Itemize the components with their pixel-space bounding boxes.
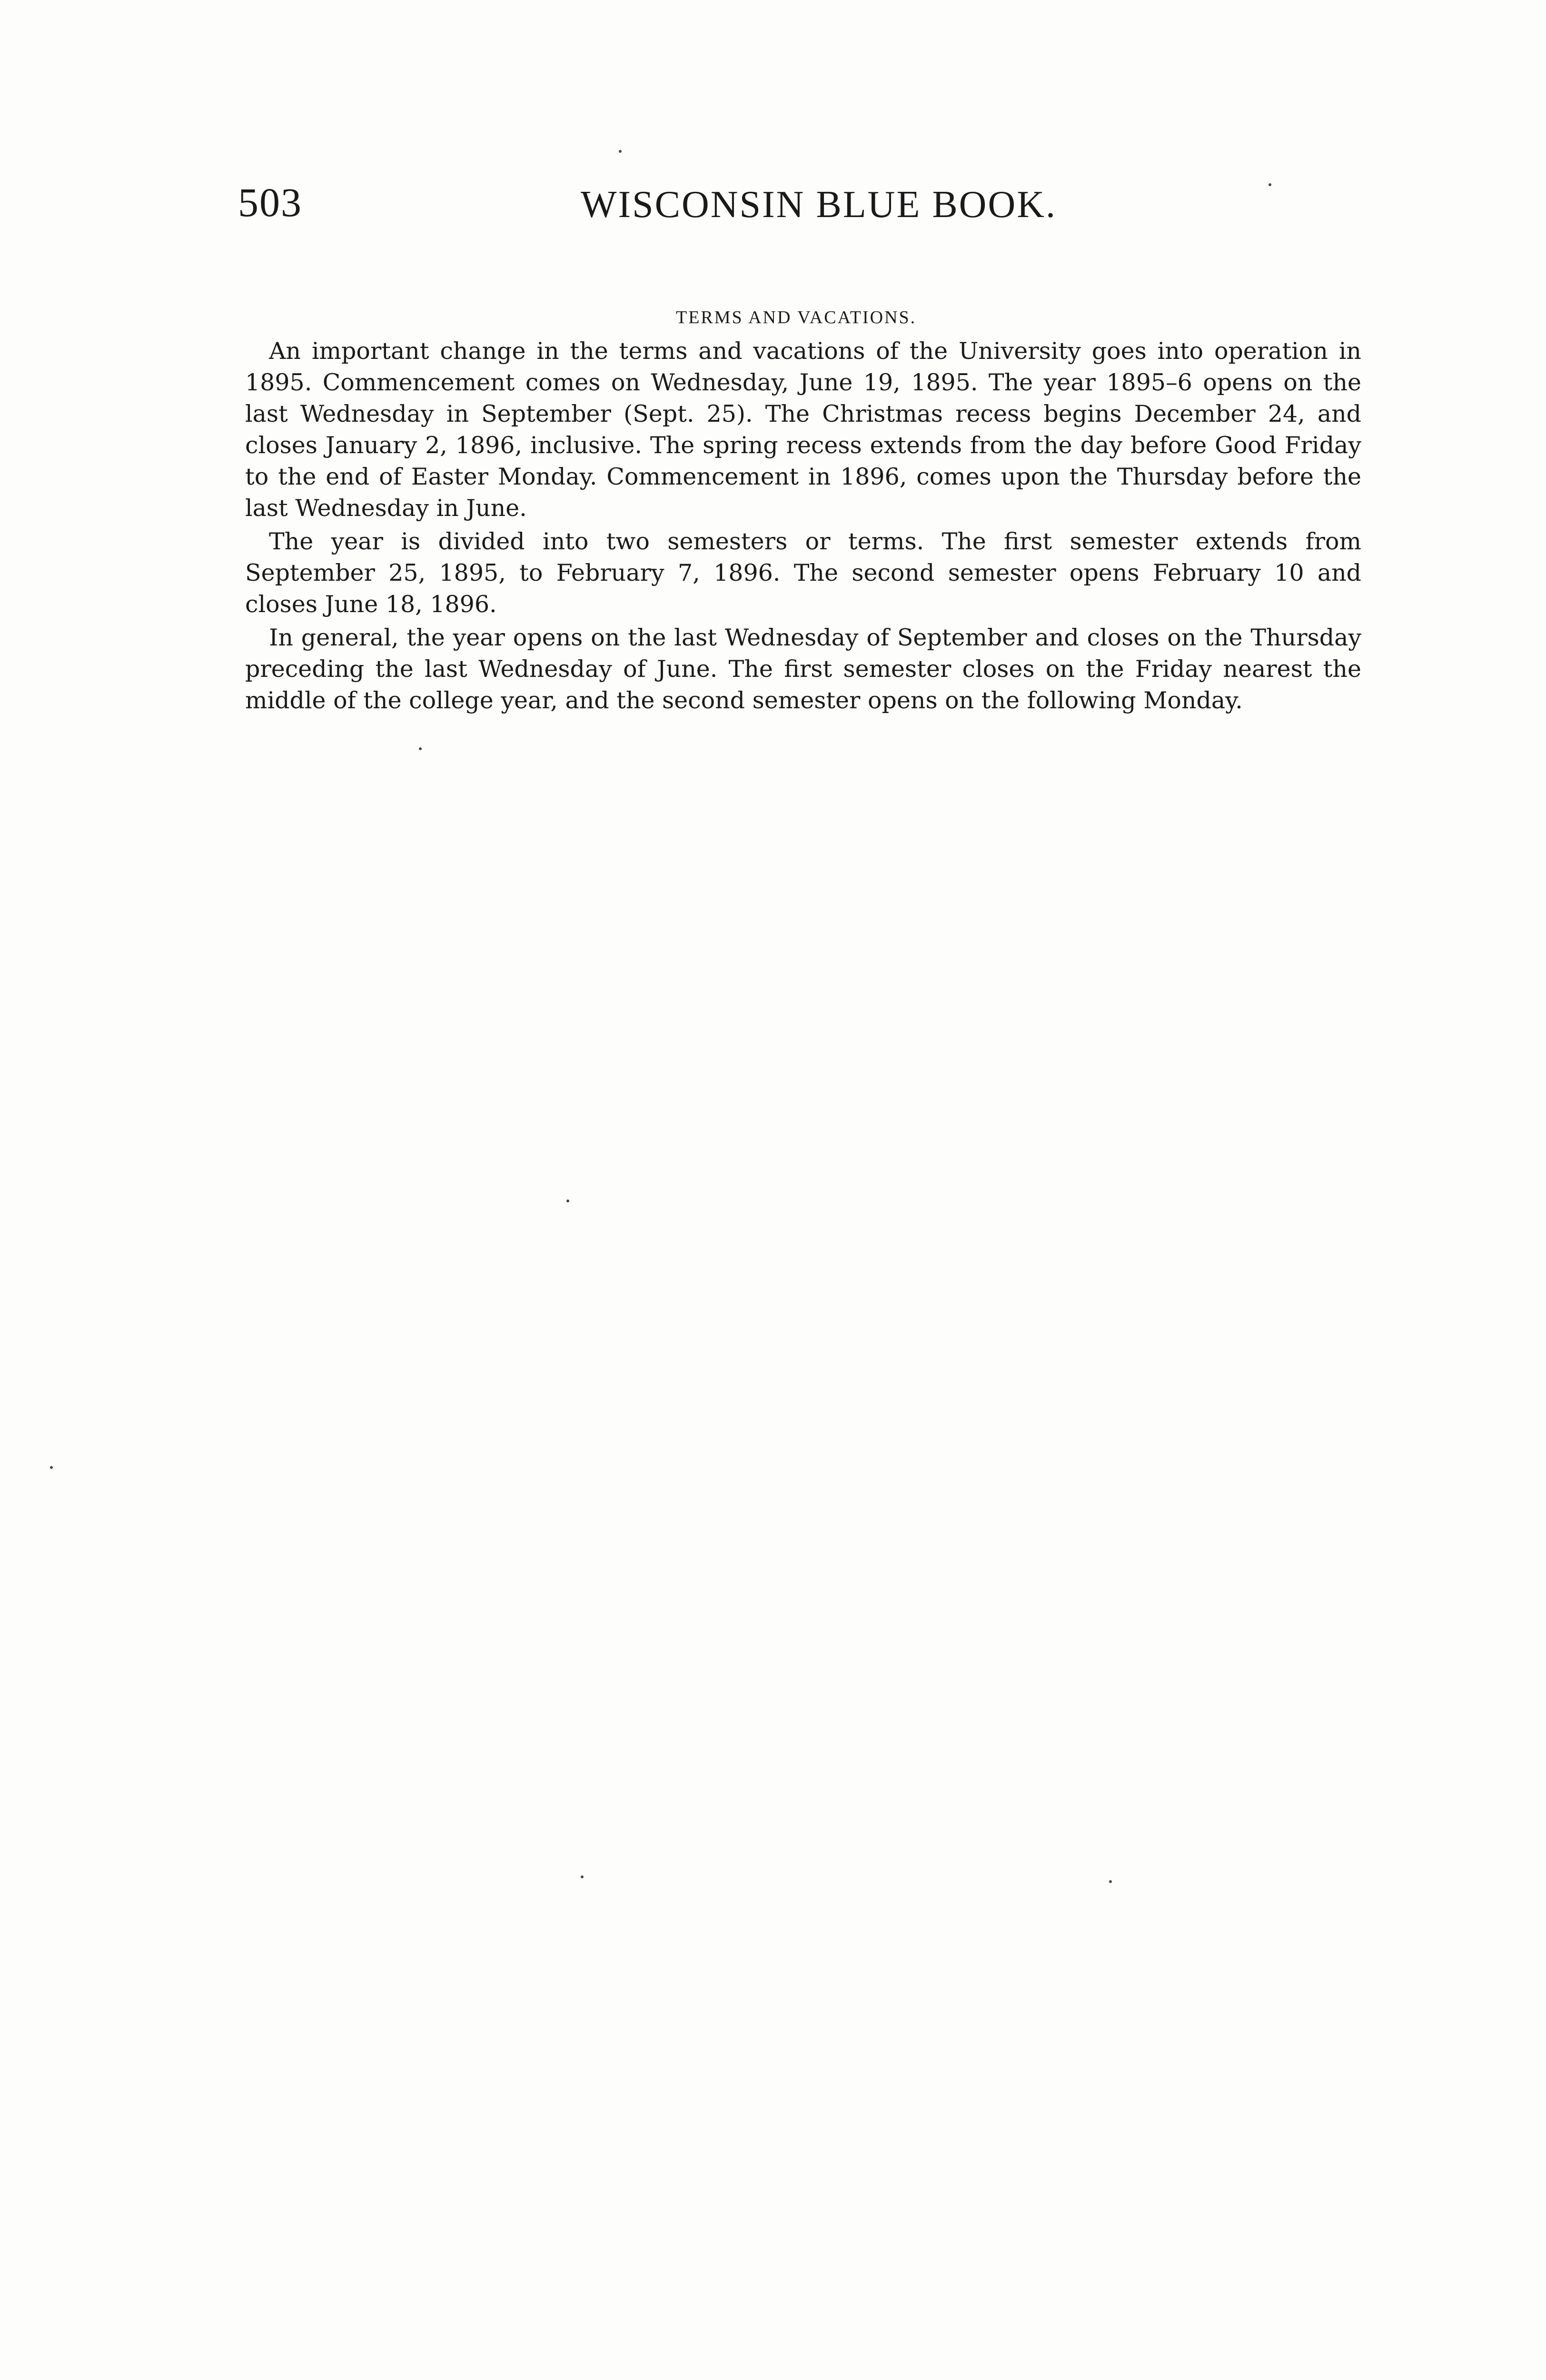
scan-speck: [619, 150, 622, 153]
paragraph-general-schedule: In general, the year opens on the last Wednesday of September and closes on the Thursday preceding the last Wednesday of June. The first semester closes on the Friday nearest the middle of the college year, and the second semester opens on the following Monday.: [245, 624, 1361, 714]
scan-speck: [566, 1200, 569, 1202]
scan-speck: [1109, 1880, 1112, 1883]
paragraph-semesters: The year is divided into two semesters or terms. The first semester extends from September 25, 1895, to February 7, 1896. The second semester opens February 10 and closes June 18, 1896.: [245, 528, 1361, 618]
scan-speck: [419, 747, 422, 750]
book-title: WISCONSIN BLUE BOOK.: [581, 184, 1057, 226]
section-body: [245, 336, 1361, 718]
section-heading: TERMS AND VACATIONS.: [676, 307, 917, 327]
scan-speck: [1269, 183, 1271, 186]
page-number: 503: [238, 179, 302, 225]
scan-speck: [581, 1875, 584, 1878]
running-head: [238, 178, 1361, 236]
paragraph-terms-change: An important change in the terms and vacations of the University goes into operation in 1895. Commencement comes on Wednesday, June 19, 1895. The year 1895–6 opens on the last Wednesday in September (Sept. 25). The Christmas recess begins December 24, and closes January 2, 1896, inclusive. The spring recess extends from the day before Good Friday to the end of Easter Monday. Commencement in 1896, comes upon the Thursday before the last Wednesday in June.: [245, 337, 1361, 522]
scan-speck: [50, 1466, 53, 1469]
